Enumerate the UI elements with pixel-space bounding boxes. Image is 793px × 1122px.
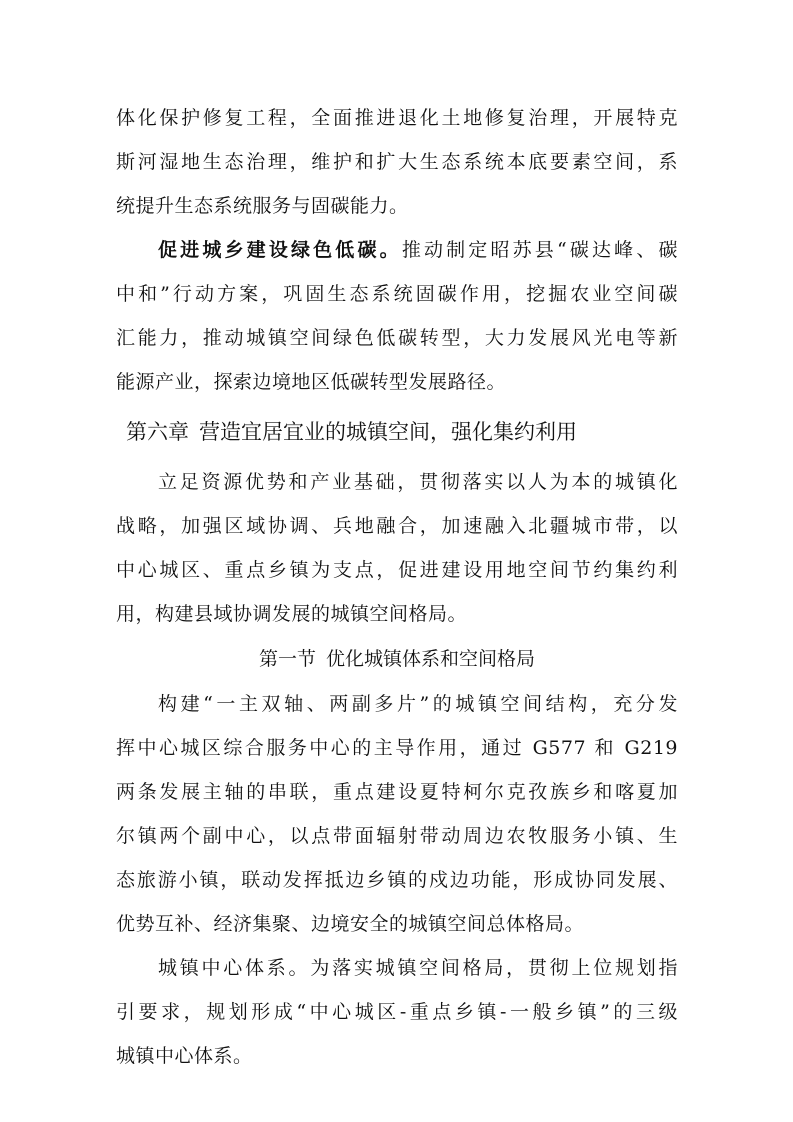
text-fragment: 推动制定昭苏县“碳达峰、碳 bbox=[401, 239, 678, 261]
text-line bbox=[116, 228, 678, 272]
section-number: 第一节 bbox=[258, 648, 316, 670]
text-line: 能源产业，探索边境地区低碳转型发展路径。 bbox=[116, 371, 507, 393]
paragraph-town-center-system bbox=[116, 946, 678, 1078]
text-line: 战略，加强区域协调、兵地融合，加速融入北疆城市带，以 bbox=[116, 515, 678, 537]
text-line: 城镇中心体系。为落实城镇空间格局，贯彻上位规划指 bbox=[158, 957, 678, 979]
paragraph-ecology-protection bbox=[116, 96, 678, 228]
paragraph-lead-heading: 促进城乡建设绿色低碳。 bbox=[158, 239, 402, 261]
text-line: 构建“一主双轴、两副多片”的城镇空间结构，充分发 bbox=[158, 693, 678, 715]
text-line: 优势互补、经济集聚、边境安全的城镇空间总体格局。 bbox=[116, 913, 585, 935]
text-line: 用，构建县域协调发展的城镇空间格局。 bbox=[116, 603, 468, 625]
paragraph-low-carbon bbox=[116, 228, 678, 404]
document-page bbox=[116, 96, 678, 1078]
paragraph-spatial-structure bbox=[116, 682, 678, 946]
section-heading bbox=[116, 636, 678, 682]
chapter-heading bbox=[126, 406, 678, 458]
text-line: 立足资源优势和产业基础，贯彻落实以人为本的城镇化 bbox=[158, 471, 678, 493]
text-line: 统提升生态系统服务与固碳能力。 bbox=[116, 195, 409, 217]
text-line: 挥中心城区综合服务中心的主导作用，通过 G577 和 G219 bbox=[116, 737, 678, 759]
text-line: 斯河湿地生态治理，维护和扩大生态系统本底要素空间，系 bbox=[116, 151, 678, 173]
text-line: 两条发展主轴的串联，重点建设夏特柯尔克孜族乡和喀夏加 bbox=[116, 781, 678, 803]
text-line: 城镇中心体系。 bbox=[116, 1045, 253, 1067]
text-line: 尔镇两个副中心，以点带面辐射带动周边农牧服务小镇、生 bbox=[116, 825, 678, 847]
chapter-number: 第六章 bbox=[126, 420, 189, 444]
text-line: 引要求，规划形成“中心城区-重点乡镇-一般乡镇”的三级 bbox=[116, 1001, 678, 1023]
text-line: 态旅游小镇，联动发挥抵边乡镇的戍边功能，形成协同发展、 bbox=[116, 869, 678, 891]
text-line: 中和”行动方案，巩固生态系统固碳作用，挖掘农业空间碳 bbox=[116, 283, 678, 305]
text-line: 中心城区、重点乡镇为支点，促进建设用地空间节约集约利 bbox=[116, 559, 678, 581]
text-line: 汇能力，推动城镇空间绿色低碳转型，大力发展风光电等新 bbox=[116, 327, 678, 349]
section-title: 优化城镇体系和空间格局 bbox=[326, 648, 536, 670]
chapter-title: 营造宜居宜业的城镇空间，强化集约利用 bbox=[199, 420, 577, 444]
text-line: 体化保护修复工程，全面推进退化土地修复治理，开展特克 bbox=[116, 107, 678, 129]
paragraph-chapter-intro bbox=[116, 460, 678, 636]
